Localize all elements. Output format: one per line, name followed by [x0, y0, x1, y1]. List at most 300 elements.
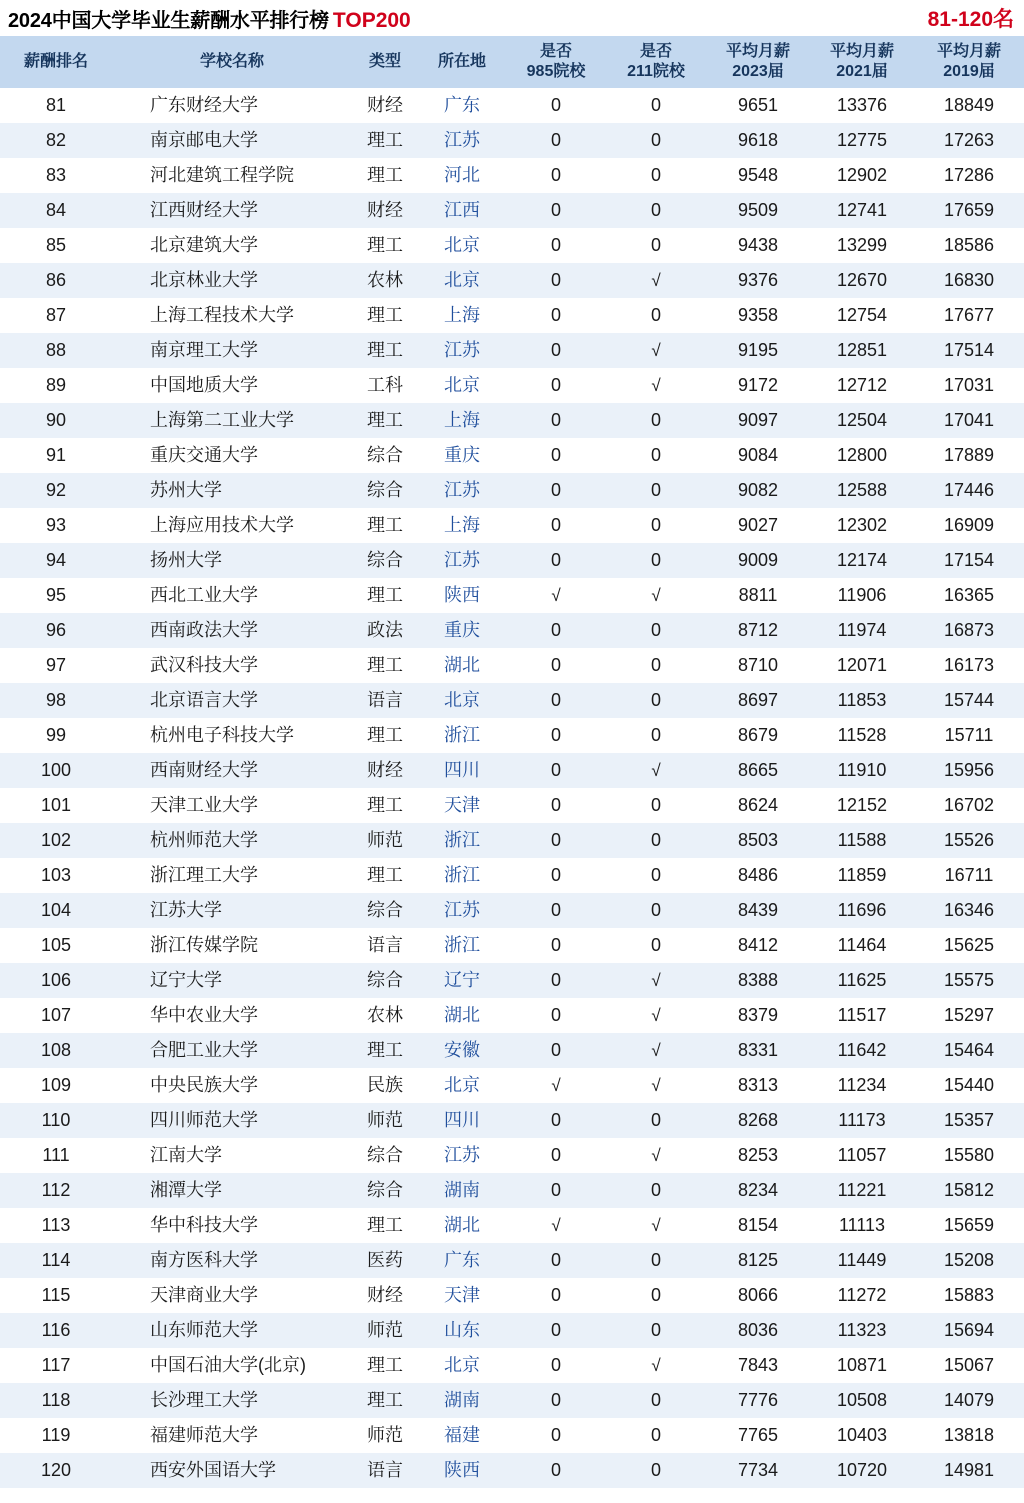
cell-location: 上海: [418, 298, 506, 333]
cell-type: 农林: [352, 263, 418, 298]
cell-is211: 0: [606, 648, 706, 683]
cell-is211: [606, 753, 706, 788]
cell-salary-2019: 15694: [914, 1313, 1024, 1348]
cell-is985: 0: [506, 333, 606, 368]
table-row: [0, 998, 1024, 1033]
cell-salary-2023: 8379: [706, 998, 810, 1033]
cell-school-name: 上海工程技术大学: [112, 298, 352, 333]
cell-salary-2019: 15580: [914, 1138, 1024, 1173]
cell-salary-2023: 7843: [706, 1348, 810, 1383]
cell-school-name: 中国地质大学: [112, 368, 352, 403]
cell-salary-2021: 12670: [810, 263, 914, 298]
cell-school-name: 天津商业大学: [112, 1278, 352, 1313]
cell-salary-2019: 13818: [914, 1418, 1024, 1453]
cell-school-name: 西南政法大学: [112, 613, 352, 648]
check-icon: √: [651, 1355, 661, 1375]
cell-salary-2021: 11323: [810, 1313, 914, 1348]
cell-salary-2021: 12174: [810, 543, 914, 578]
cell-salary-2021: 12800: [810, 438, 914, 473]
cell-salary-2023: 8388: [706, 963, 810, 998]
cell-type: 综合: [352, 543, 418, 578]
table-row: [0, 1138, 1024, 1173]
cell-rank: 110: [0, 1103, 112, 1138]
cell-is985: 0: [506, 928, 606, 963]
cell-salary-2019: 17154: [914, 543, 1024, 578]
cell-location: 浙江: [418, 928, 506, 963]
cell-type: 民族: [352, 1068, 418, 1103]
cell-location: 天津: [418, 788, 506, 823]
cell-is211: 0: [606, 1418, 706, 1453]
column-header-salary-2021-line1: 平均月薪: [829, 43, 894, 61]
table-row: [0, 193, 1024, 228]
cell-location: 浙江: [418, 718, 506, 753]
cell-rank: 107: [0, 998, 112, 1033]
cell-is985: 0: [506, 1138, 606, 1173]
cell-salary-2019: 16873: [914, 613, 1024, 648]
column-header-location-label: 所在地: [437, 53, 486, 71]
table-row: [0, 613, 1024, 648]
cell-is211: [606, 1068, 706, 1103]
cell-salary-2021: 10508: [810, 1383, 914, 1418]
cell-type: 理工: [352, 1348, 418, 1383]
cell-salary-2023: 8712: [706, 613, 810, 648]
check-icon: √: [651, 1145, 661, 1165]
cell-is985: 0: [506, 158, 606, 193]
cell-rank: 108: [0, 1033, 112, 1068]
column-header-salary-2019: [914, 36, 1024, 88]
cell-salary-2023: 8234: [706, 1173, 810, 1208]
column-header-rank: [0, 36, 112, 88]
cell-rank: 100: [0, 753, 112, 788]
cell-salary-2021: 11173: [810, 1103, 914, 1138]
cell-location: 江西: [418, 193, 506, 228]
cell-is985: 0: [506, 998, 606, 1033]
table-row: [0, 1348, 1024, 1383]
table-header: [0, 36, 1024, 88]
cell-type: 财经: [352, 753, 418, 788]
cell-salary-2023: 8313: [706, 1068, 810, 1103]
cell-salary-2021: 12741: [810, 193, 914, 228]
cell-type: 理工: [352, 1208, 418, 1243]
cell-salary-2023: 8503: [706, 823, 810, 858]
cell-salary-2019: 17889: [914, 438, 1024, 473]
cell-is211: 0: [606, 1243, 706, 1278]
table-row: [0, 1173, 1024, 1208]
cell-salary-2019: 14981: [914, 1453, 1024, 1488]
cell-salary-2023: 9009: [706, 543, 810, 578]
table-row: [0, 928, 1024, 963]
table-row: [0, 123, 1024, 158]
column-header-salary-2021-line2: 2021届: [836, 63, 888, 80]
column-header-salary-2023-line1: 平均月薪: [725, 43, 790, 61]
column-header-rank-label: 薪酬排名: [23, 53, 88, 71]
cell-location: 北京: [418, 1068, 506, 1103]
table-row: [0, 228, 1024, 263]
cell-is211: 0: [606, 403, 706, 438]
cell-salary-2023: 8253: [706, 1138, 810, 1173]
cell-is985: 0: [506, 403, 606, 438]
check-icon: √: [651, 1040, 661, 1060]
cell-is211: 0: [606, 1453, 706, 1488]
cell-is985: 0: [506, 1313, 606, 1348]
cell-is211: 0: [606, 1173, 706, 1208]
cell-is211: 0: [606, 718, 706, 753]
cell-is211: 0: [606, 1103, 706, 1138]
cell-type: 理工: [352, 1033, 418, 1068]
cell-rank: 98: [0, 683, 112, 718]
cell-salary-2019: 15625: [914, 928, 1024, 963]
cell-salary-2021: 12712: [810, 368, 914, 403]
cell-salary-2019: 16173: [914, 648, 1024, 683]
table-row: [0, 368, 1024, 403]
cell-is985: 0: [506, 1243, 606, 1278]
cell-salary-2023: 9651: [706, 88, 810, 123]
cell-is985: [506, 578, 606, 613]
cell-is985: 0: [506, 298, 606, 333]
cell-is211: 0: [606, 1383, 706, 1418]
cell-is985: 0: [506, 228, 606, 263]
table-row: [0, 438, 1024, 473]
cell-is985: 0: [506, 823, 606, 858]
check-icon: √: [651, 340, 661, 360]
column-header-type: [352, 36, 418, 88]
cell-is211: [606, 263, 706, 298]
cell-school-name: 福建师范大学: [112, 1418, 352, 1453]
table-row: [0, 1243, 1024, 1278]
cell-location: 四川: [418, 753, 506, 788]
cell-salary-2021: 12302: [810, 508, 914, 543]
cell-is985: 0: [506, 1103, 606, 1138]
cell-is211: [606, 578, 706, 613]
cell-type: 医药: [352, 1243, 418, 1278]
check-icon: √: [651, 1075, 661, 1095]
cell-type: 理工: [352, 158, 418, 193]
table-row: [0, 648, 1024, 683]
cell-type: 理工: [352, 123, 418, 158]
cell-school-name: 上海应用技术大学: [112, 508, 352, 543]
check-icon: √: [651, 1215, 661, 1235]
cell-location: 浙江: [418, 858, 506, 893]
cell-rank: 109: [0, 1068, 112, 1103]
table-row: [0, 298, 1024, 333]
cell-is211: [606, 963, 706, 998]
cell-location: 四川: [418, 1103, 506, 1138]
cell-location: 福建: [418, 1418, 506, 1453]
cell-rank: 88: [0, 333, 112, 368]
table-row: [0, 683, 1024, 718]
cell-type: 综合: [352, 893, 418, 928]
cell-type: 财经: [352, 88, 418, 123]
cell-is985: 0: [506, 1173, 606, 1208]
column-header-is211: [606, 36, 706, 88]
cell-rank: 83: [0, 158, 112, 193]
cell-location: 陕西: [418, 1453, 506, 1488]
cell-location: 北京: [418, 683, 506, 718]
cell-rank: 101: [0, 788, 112, 823]
cell-is985: 0: [506, 1278, 606, 1313]
cell-is985: 0: [506, 1033, 606, 1068]
cell-school-name: 南方医科大学: [112, 1243, 352, 1278]
cell-salary-2019: 18849: [914, 88, 1024, 123]
check-icon: √: [651, 585, 661, 605]
cell-rank: 87: [0, 298, 112, 333]
cell-location: 北京: [418, 1348, 506, 1383]
column-header-is211-line1: 是否: [639, 43, 672, 61]
check-icon: √: [651, 760, 661, 780]
cell-rank: 85: [0, 228, 112, 263]
cell-is211: 0: [606, 473, 706, 508]
cell-rank: 82: [0, 123, 112, 158]
cell-type: 师范: [352, 1418, 418, 1453]
cell-salary-2021: 11625: [810, 963, 914, 998]
cell-salary-2021: 13376: [810, 88, 914, 123]
cell-salary-2021: 12504: [810, 403, 914, 438]
cell-location: 湖北: [418, 648, 506, 683]
cell-type: 综合: [352, 1173, 418, 1208]
cell-school-name: 江南大学: [112, 1138, 352, 1173]
cell-is985: 0: [506, 543, 606, 578]
cell-salary-2021: 11853: [810, 683, 914, 718]
cell-is211: 0: [606, 88, 706, 123]
cell-school-name: 长沙理工大学: [112, 1383, 352, 1418]
cell-salary-2023: 7776: [706, 1383, 810, 1418]
cell-is211: 0: [606, 543, 706, 578]
cell-location: 江苏: [418, 333, 506, 368]
cell-type: 语言: [352, 928, 418, 963]
table-row: [0, 403, 1024, 438]
cell-location: 江苏: [418, 1138, 506, 1173]
cell-salary-2019: 16365: [914, 578, 1024, 613]
column-header-salary-2023: [706, 36, 810, 88]
cell-rank: 94: [0, 543, 112, 578]
cell-salary-2023: 9438: [706, 228, 810, 263]
cell-rank: 102: [0, 823, 112, 858]
cell-location: 辽宁: [418, 963, 506, 998]
cell-location: 安徽: [418, 1033, 506, 1068]
cell-type: 理工: [352, 508, 418, 543]
cell-salary-2019: 15575: [914, 963, 1024, 998]
cell-location: 天津: [418, 1278, 506, 1313]
cell-school-name: 广东财经大学: [112, 88, 352, 123]
cell-rank: 111: [0, 1138, 112, 1173]
cell-school-name: 杭州师范大学: [112, 823, 352, 858]
cell-type: 理工: [352, 858, 418, 893]
cell-salary-2019: 15297: [914, 998, 1024, 1033]
cell-is985: 0: [506, 123, 606, 158]
cell-school-name: 扬州大学: [112, 543, 352, 578]
cell-location: 湖北: [418, 998, 506, 1033]
table-row: [0, 1418, 1024, 1453]
cell-rank: 114: [0, 1243, 112, 1278]
cell-salary-2019: 15711: [914, 718, 1024, 753]
cell-type: 政法: [352, 613, 418, 648]
cell-salary-2023: 8439: [706, 893, 810, 928]
cell-salary-2021: 12902: [810, 158, 914, 193]
cell-is211: 0: [606, 613, 706, 648]
column-header-is985-line2: 985院校: [526, 63, 586, 80]
cell-salary-2021: 12071: [810, 648, 914, 683]
cell-salary-2023: 8710: [706, 648, 810, 683]
cell-type: 农林: [352, 998, 418, 1033]
check-icon: √: [551, 1215, 561, 1235]
check-icon: √: [651, 375, 661, 395]
cell-is985: 0: [506, 1453, 606, 1488]
cell-location: 江苏: [418, 473, 506, 508]
cell-type: 理工: [352, 298, 418, 333]
title-bar: [0, 0, 1024, 36]
cell-salary-2021: 11221: [810, 1173, 914, 1208]
table-row: [0, 1068, 1024, 1103]
column-header-is985-line1: 是否: [539, 43, 572, 61]
cell-rank: 103: [0, 858, 112, 893]
cell-rank: 104: [0, 893, 112, 928]
cell-rank: 92: [0, 473, 112, 508]
cell-salary-2019: 15883: [914, 1278, 1024, 1313]
cell-type: 综合: [352, 963, 418, 998]
cell-salary-2021: 11234: [810, 1068, 914, 1103]
cell-rank: 105: [0, 928, 112, 963]
cell-location: 北京: [418, 228, 506, 263]
cell-salary-2019: 15956: [914, 753, 1024, 788]
cell-rank: 120: [0, 1453, 112, 1488]
cell-school-name: 西安外国语大学: [112, 1453, 352, 1488]
cell-is211: [606, 1033, 706, 1068]
cell-location: 河北: [418, 158, 506, 193]
column-header-salary-2023-line2: 2023届: [732, 63, 784, 80]
cell-salary-2019: 17446: [914, 473, 1024, 508]
cell-salary-2019: 17031: [914, 368, 1024, 403]
cell-salary-2021: 11974: [810, 613, 914, 648]
cell-type: 理工: [352, 403, 418, 438]
cell-school-name: 华中科技大学: [112, 1208, 352, 1243]
cell-school-name: 杭州电子科技大学: [112, 718, 352, 753]
cell-type: 综合: [352, 1138, 418, 1173]
column-header-is211-line2: 211院校: [627, 63, 685, 80]
column-header-salary-2019-line1: 平均月薪: [936, 43, 1001, 61]
cell-rank: 86: [0, 263, 112, 298]
cell-is211: 0: [606, 893, 706, 928]
cell-salary-2019: 15208: [914, 1243, 1024, 1278]
check-icon: √: [651, 970, 661, 990]
table-row: [0, 1278, 1024, 1313]
cell-salary-2021: 10403: [810, 1418, 914, 1453]
cell-is985: 0: [506, 893, 606, 928]
cell-salary-2021: 11696: [810, 893, 914, 928]
cell-salary-2019: 15812: [914, 1173, 1024, 1208]
cell-location: 湖北: [418, 1208, 506, 1243]
cell-rank: 106: [0, 963, 112, 998]
cell-rank: 113: [0, 1208, 112, 1243]
cell-salary-2019: 17263: [914, 123, 1024, 158]
cell-type: 工科: [352, 368, 418, 403]
cell-salary-2023: 8665: [706, 753, 810, 788]
cell-type: 理工: [352, 788, 418, 823]
table-row: [0, 1383, 1024, 1418]
cell-rank: 112: [0, 1173, 112, 1208]
cell-school-name: 湘潭大学: [112, 1173, 352, 1208]
cell-salary-2021: 10720: [810, 1453, 914, 1488]
cell-salary-2019: 17041: [914, 403, 1024, 438]
cell-is211: 0: [606, 193, 706, 228]
cell-salary-2023: 8036: [706, 1313, 810, 1348]
cell-salary-2021: 11588: [810, 823, 914, 858]
cell-salary-2019: 16346: [914, 893, 1024, 928]
cell-salary-2023: 9376: [706, 263, 810, 298]
table-row: [0, 543, 1024, 578]
table-body: [0, 88, 1024, 1488]
cell-school-name: 天津工业大学: [112, 788, 352, 823]
cell-rank: 119: [0, 1418, 112, 1453]
cell-location: 重庆: [418, 438, 506, 473]
cell-school-name: 浙江传媒学院: [112, 928, 352, 963]
cell-is985: 0: [506, 263, 606, 298]
cell-type: 理工: [352, 718, 418, 753]
cell-is211: [606, 1208, 706, 1243]
cell-is985: 0: [506, 753, 606, 788]
cell-location: 上海: [418, 403, 506, 438]
cell-is985: 0: [506, 1383, 606, 1418]
cell-location: 上海: [418, 508, 506, 543]
check-icon: √: [551, 1075, 561, 1095]
check-icon: √: [651, 1005, 661, 1025]
cell-salary-2019: 15464: [914, 1033, 1024, 1068]
cell-location: 浙江: [418, 823, 506, 858]
page-title: 2024中国大学毕业生薪酬水平排行榜: [8, 9, 329, 32]
check-icon: √: [551, 585, 561, 605]
rank-range-label: 81-120名: [927, 8, 1014, 31]
title-group: [8, 4, 411, 33]
cell-location: 广东: [418, 88, 506, 123]
column-header-is985: [506, 36, 606, 88]
cell-salary-2019: 15744: [914, 683, 1024, 718]
table-row: [0, 1103, 1024, 1138]
cell-is211: 0: [606, 158, 706, 193]
cell-type: 财经: [352, 1278, 418, 1313]
cell-salary-2021: 12588: [810, 473, 914, 508]
table-row: [0, 788, 1024, 823]
cell-salary-2023: 9084: [706, 438, 810, 473]
cell-school-name: 南京邮电大学: [112, 123, 352, 158]
cell-is985: 0: [506, 858, 606, 893]
cell-salary-2023: 8486: [706, 858, 810, 893]
table-row: [0, 333, 1024, 368]
cell-school-name: 南京理工大学: [112, 333, 352, 368]
cell-salary-2023: 8624: [706, 788, 810, 823]
cell-salary-2019: 17286: [914, 158, 1024, 193]
cell-is985: 0: [506, 718, 606, 753]
cell-salary-2023: 8679: [706, 718, 810, 753]
cell-salary-2023: 8412: [706, 928, 810, 963]
table-row: [0, 473, 1024, 508]
cell-location: 江苏: [418, 123, 506, 158]
table-row: [0, 858, 1024, 893]
cell-is211: [606, 1138, 706, 1173]
cell-is211: 0: [606, 298, 706, 333]
cell-location: 广东: [418, 1243, 506, 1278]
cell-type: 师范: [352, 1103, 418, 1138]
cell-school-name: 江西财经大学: [112, 193, 352, 228]
cell-rank: 84: [0, 193, 112, 228]
cell-location: 陕西: [418, 578, 506, 613]
cell-rank: 118: [0, 1383, 112, 1418]
cell-salary-2019: 15067: [914, 1348, 1024, 1383]
cell-type: 理工: [352, 578, 418, 613]
column-header-salary-2019-line2: 2019届: [943, 63, 995, 80]
cell-is985: 0: [506, 473, 606, 508]
cell-is211: 0: [606, 508, 706, 543]
cell-type: 理工: [352, 228, 418, 263]
cell-type: 师范: [352, 823, 418, 858]
